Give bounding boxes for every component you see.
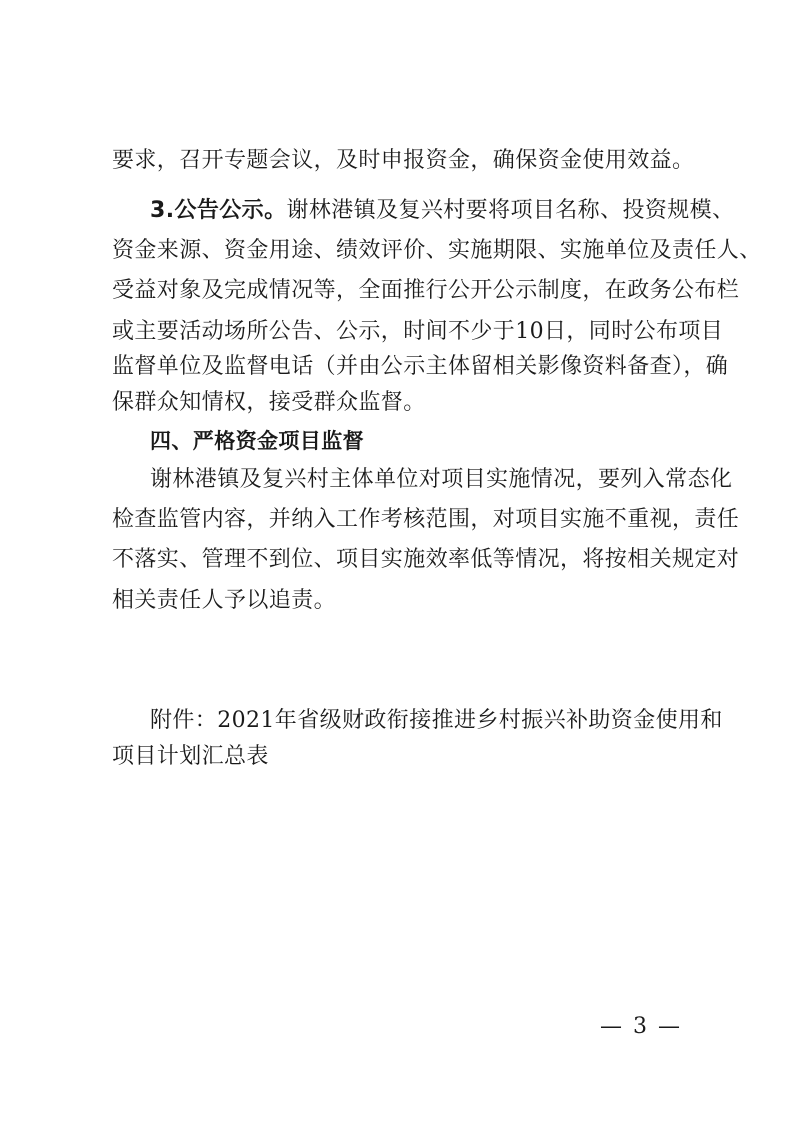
paragraph-line: 相关责任人予以追责。: [112, 588, 337, 613]
attachment-line: 项目计划汇总表: [112, 744, 269, 769]
paragraph-line: 监督单位及监督电话（并由公示主体留相关影像资料备查），确: [112, 354, 729, 379]
section-4-heading: 四、严格资金项目监督: [150, 429, 364, 453]
paragraph-line: 要求，召开专题会议，及时申报资金，确保资金使用效益。: [112, 148, 695, 173]
paragraph-line: 保群众知情权，接受群众监督。: [112, 390, 426, 415]
paragraph-line: 谢林港镇及复兴村主体单位对项目实施情况，要列入常态化: [150, 467, 733, 492]
paragraph-line: 受益对象及完成情况等，全面推行公开公示制度，在政务公布栏: [112, 278, 740, 303]
point-3-text: 谢林港镇及复兴村要将项目名称、投资规模、: [286, 198, 735, 223]
point-3-line: [150, 196, 734, 226]
paragraph-line: 资金来源、资金用途、绩效评价、实施期限、实施单位及责任人、: [112, 238, 762, 263]
paragraph-line: 不落实、管理不到位、项目实施效率低等情况，将按相关规定对: [112, 547, 740, 572]
attachment-line: 附件：2021年省级财政衔接推进乡村振兴补助资金使用和: [150, 708, 723, 733]
paragraph-line: 或主要活动场所公告、公示，时间不少于10日，同时公布项目: [112, 319, 724, 344]
point-3-lead: 3.公告公示。: [150, 198, 287, 223]
paragraph-line: 检查监管内容，并纳入工作考核范围，对项目实施不重视，责任: [112, 507, 740, 532]
page-number: — 3 —: [600, 1014, 682, 1039]
